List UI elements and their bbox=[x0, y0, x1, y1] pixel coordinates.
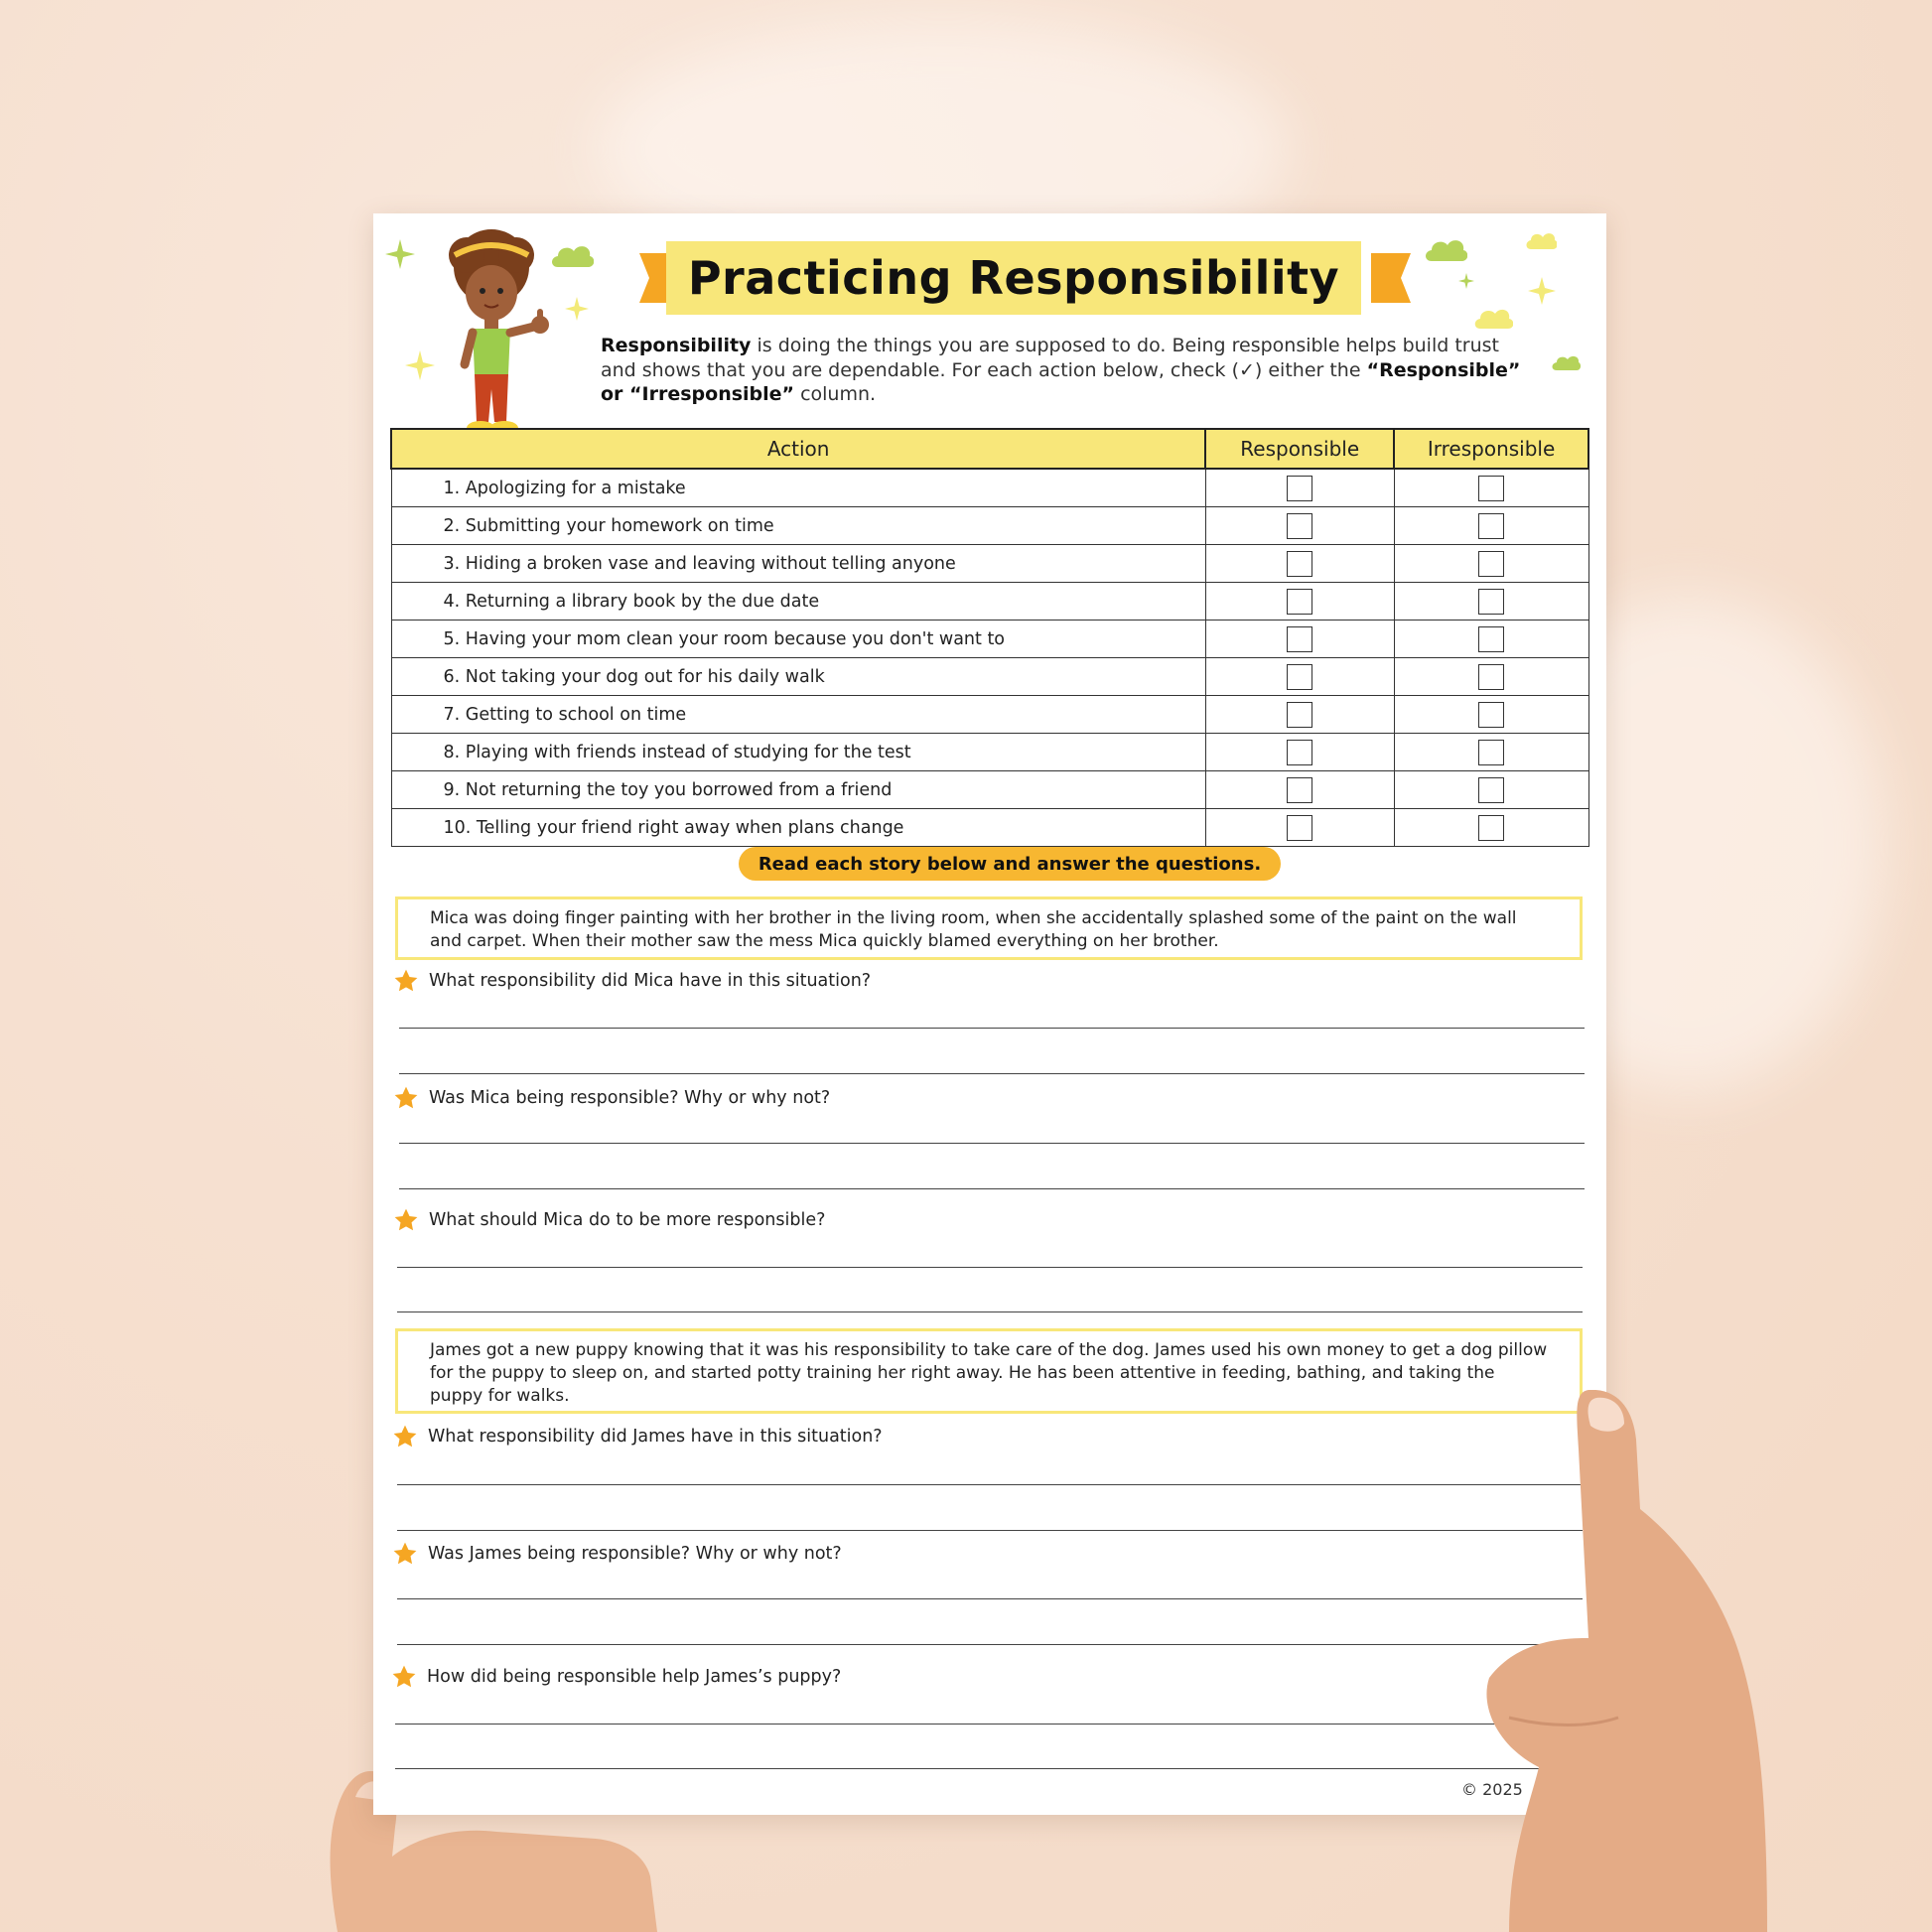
cloud-icon bbox=[1473, 305, 1513, 331]
star-icon bbox=[391, 1664, 417, 1690]
table-row bbox=[391, 621, 1588, 658]
irresponsible-checkbox[interactable] bbox=[1478, 740, 1504, 765]
action-text: 3. Hiding a broken vase and leaving without telling anyone bbox=[391, 545, 1205, 583]
action-text: 2. Submitting your homework on time bbox=[391, 507, 1205, 545]
responsible-cell bbox=[1205, 621, 1394, 658]
responsible-cell bbox=[1205, 507, 1394, 545]
copyright-text: © 2025 bbox=[1461, 1780, 1523, 1799]
question-text: What responsibility did James have in this situation? bbox=[428, 1427, 883, 1447]
responsible-cell bbox=[1205, 734, 1394, 771]
responsible-checkbox[interactable] bbox=[1287, 740, 1312, 765]
answer-line[interactable] bbox=[399, 1188, 1585, 1189]
girl-illustration bbox=[437, 225, 566, 450]
intro-part-2: or bbox=[601, 383, 630, 405]
title-banner bbox=[666, 241, 1361, 315]
responsible-cell bbox=[1205, 469, 1394, 507]
instruction-banner: Read each story below and answer the questions. bbox=[739, 847, 1281, 881]
responsible-checkbox[interactable] bbox=[1287, 626, 1312, 652]
irresponsible-cell bbox=[1394, 696, 1588, 734]
story-box-james: James got a new puppy knowing that it was his responsibility to take care of the dog. James used his own money to get a dog pillow for the puppy to sleep on, and started potty training her right away. He has been attentive in feeding, bathing, and taking the puppy for walks. bbox=[395, 1328, 1583, 1414]
actions-table bbox=[390, 428, 1589, 847]
responsible-checkbox[interactable] bbox=[1287, 476, 1312, 501]
action-text: 7. Getting to school on time bbox=[391, 696, 1205, 734]
story-box-mica: Mica was doing finger painting with her brother in the living room, when she accidentally splashed some of the paint on the wall and carpet. When their mother saw the mess Mica quickly blamed everything on her brother. bbox=[395, 897, 1583, 960]
irresponsible-cell bbox=[1394, 583, 1588, 621]
question-mica-2 bbox=[393, 1085, 830, 1111]
cloud-icon bbox=[1551, 352, 1581, 372]
answer-line[interactable] bbox=[397, 1598, 1583, 1599]
irresponsible-cell bbox=[1394, 658, 1588, 696]
answer-line[interactable] bbox=[397, 1484, 1583, 1485]
responsible-checkbox[interactable] bbox=[1287, 777, 1312, 803]
intro-part-3: column. bbox=[794, 383, 877, 405]
table-row bbox=[391, 545, 1588, 583]
question-mica-3 bbox=[393, 1207, 825, 1233]
action-text: 8. Playing with friends instead of studying for the test bbox=[391, 734, 1205, 771]
table-row bbox=[391, 469, 1588, 507]
sparkle-icon bbox=[1458, 273, 1474, 289]
irresponsible-checkbox[interactable] bbox=[1478, 815, 1504, 841]
table-row bbox=[391, 658, 1588, 696]
answer-line[interactable] bbox=[399, 1143, 1585, 1144]
responsible-cell bbox=[1205, 545, 1394, 583]
answer-line[interactable] bbox=[399, 1028, 1585, 1029]
intro-quote-responsible: “Responsible” bbox=[1366, 358, 1521, 381]
question-text: Was Mica being responsible? Why or why not? bbox=[429, 1088, 831, 1108]
header-action: Action bbox=[391, 429, 1205, 469]
responsible-checkbox[interactable] bbox=[1287, 815, 1312, 841]
irresponsible-checkbox[interactable] bbox=[1478, 777, 1504, 803]
action-text: 10. Telling your friend right away when plans change bbox=[391, 809, 1205, 847]
table-row bbox=[391, 734, 1588, 771]
banner-tail-right bbox=[1371, 253, 1411, 303]
question-text: What should Mica do to be more responsible? bbox=[429, 1210, 826, 1230]
star-icon bbox=[392, 1541, 418, 1567]
action-text: 5. Having your mom clean your room because you don't want to bbox=[391, 621, 1205, 658]
question-text: How did being responsible help James’s puppy? bbox=[427, 1667, 842, 1687]
irresponsible-cell bbox=[1394, 809, 1588, 847]
question-text: Was James being responsible? Why or why not? bbox=[428, 1544, 842, 1564]
irresponsible-cell bbox=[1394, 469, 1588, 507]
intro-part-1: is doing the things you are supposed to do. Being responsible helps build trust and shows that you are dependable. For each action below, check (✓) either the bbox=[601, 335, 1499, 381]
intro-quote-irresponsible: “Irresponsible” bbox=[629, 383, 795, 405]
question-mica-1 bbox=[393, 968, 871, 994]
responsible-cell bbox=[1205, 771, 1394, 809]
irresponsible-cell bbox=[1394, 621, 1588, 658]
sparkle-icon bbox=[385, 239, 415, 269]
cloud-icon bbox=[1525, 229, 1557, 251]
right-hand bbox=[1469, 1390, 1807, 1932]
irresponsible-checkbox[interactable] bbox=[1478, 626, 1504, 652]
table-header-row bbox=[391, 429, 1588, 469]
answer-line[interactable] bbox=[395, 1768, 1581, 1769]
star-icon bbox=[393, 1085, 419, 1111]
star-icon bbox=[393, 968, 419, 994]
sparkle-icon bbox=[405, 350, 435, 380]
action-text: 6. Not taking your dog out for his daily walk bbox=[391, 658, 1205, 696]
page-title: Practicing Responsibility bbox=[687, 251, 1340, 305]
question-james-3 bbox=[391, 1664, 841, 1690]
responsible-cell bbox=[1205, 658, 1394, 696]
action-text: 4. Returning a library book by the due date bbox=[391, 583, 1205, 621]
table-row bbox=[391, 507, 1588, 545]
worksheet-page bbox=[373, 213, 1606, 1815]
irresponsible-cell bbox=[1394, 734, 1588, 771]
star-icon bbox=[393, 1207, 419, 1233]
question-james-2 bbox=[392, 1541, 842, 1567]
responsible-checkbox[interactable] bbox=[1287, 513, 1312, 539]
header-responsible: Responsible bbox=[1205, 429, 1394, 469]
action-text: 9. Not returning the toy you borrowed from a friend bbox=[391, 771, 1205, 809]
responsible-checkbox[interactable] bbox=[1287, 589, 1312, 615]
irresponsible-checkbox[interactable] bbox=[1478, 513, 1504, 539]
responsible-cell bbox=[1205, 696, 1394, 734]
intro-text bbox=[601, 334, 1524, 407]
irresponsible-checkbox[interactable] bbox=[1478, 589, 1504, 615]
question-james-1 bbox=[392, 1424, 883, 1449]
irresponsible-checkbox[interactable] bbox=[1478, 702, 1504, 728]
answer-line[interactable] bbox=[397, 1644, 1583, 1645]
table-row bbox=[391, 583, 1588, 621]
answer-line[interactable] bbox=[395, 1724, 1581, 1725]
cloud-icon bbox=[1424, 235, 1467, 263]
responsible-cell bbox=[1205, 809, 1394, 847]
responsible-cell bbox=[1205, 583, 1394, 621]
irresponsible-checkbox[interactable] bbox=[1478, 476, 1504, 501]
answer-line[interactable] bbox=[397, 1267, 1583, 1268]
table-row bbox=[391, 771, 1588, 809]
question-text: What responsibility did Mica have in this situation? bbox=[429, 971, 872, 991]
irresponsible-cell bbox=[1394, 771, 1588, 809]
sparkle-icon bbox=[1528, 277, 1556, 305]
answer-line[interactable] bbox=[399, 1073, 1585, 1074]
irresponsible-checkbox[interactable] bbox=[1478, 551, 1504, 577]
irresponsible-cell bbox=[1394, 545, 1588, 583]
irresponsible-checkbox[interactable] bbox=[1478, 664, 1504, 690]
intro-term: Responsibility bbox=[601, 335, 752, 356]
table-row bbox=[391, 696, 1588, 734]
responsible-checkbox[interactable] bbox=[1287, 702, 1312, 728]
sparkle-icon bbox=[565, 297, 589, 321]
header-irresponsible: Irresponsible bbox=[1394, 429, 1588, 469]
action-text: 1. Apologizing for a mistake bbox=[391, 469, 1205, 507]
answer-line[interactable] bbox=[397, 1311, 1583, 1312]
answer-line[interactable] bbox=[397, 1530, 1583, 1531]
star-icon bbox=[392, 1424, 418, 1449]
responsible-checkbox[interactable] bbox=[1287, 551, 1312, 577]
table-row bbox=[391, 809, 1588, 847]
responsible-checkbox[interactable] bbox=[1287, 664, 1312, 690]
irresponsible-cell bbox=[1394, 507, 1588, 545]
